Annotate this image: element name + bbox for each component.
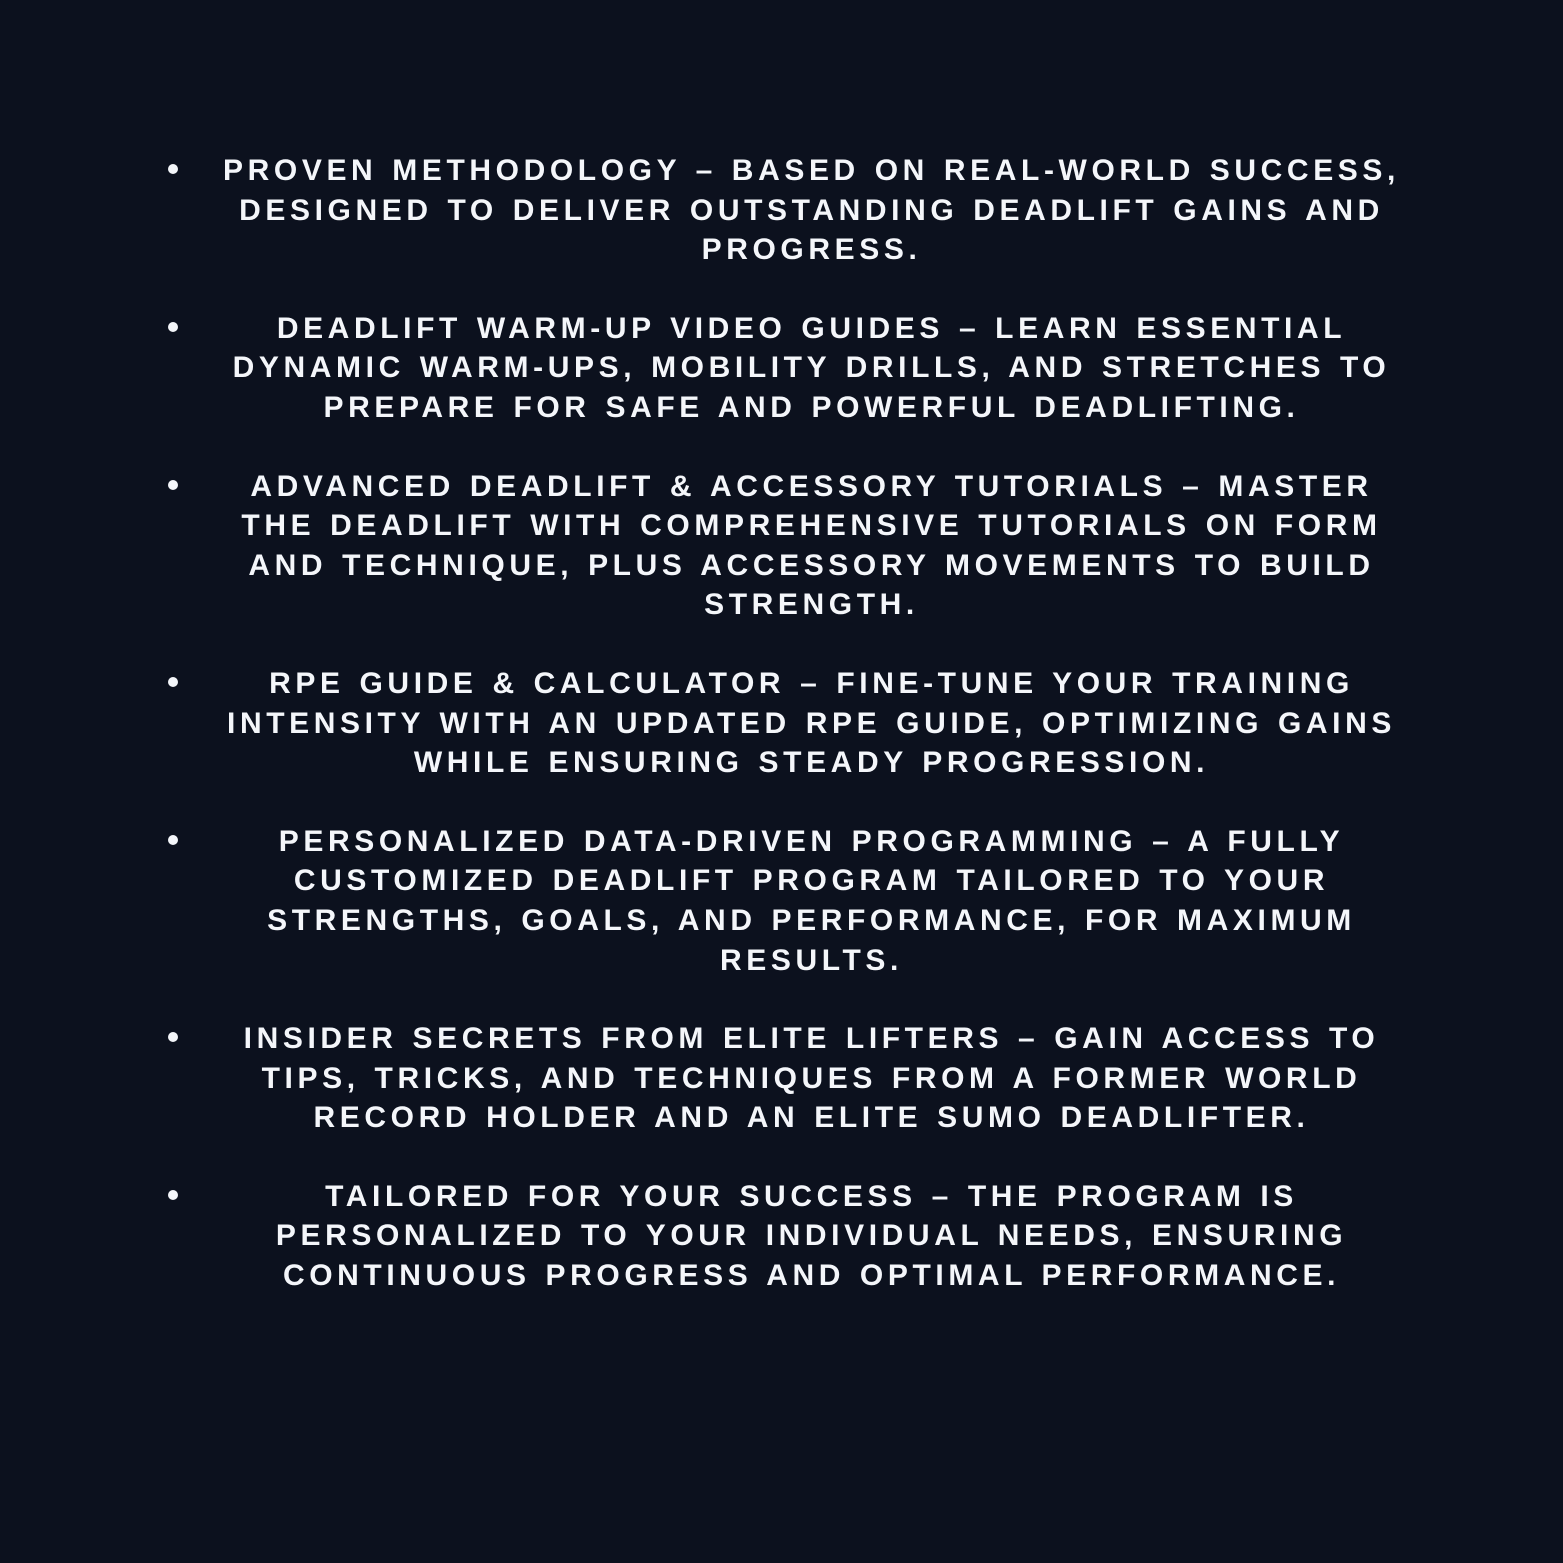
bullet-icon [168, 677, 178, 687]
bullet-icon [168, 1190, 178, 1200]
list-item [0, 309, 1563, 428]
bullet-icon [168, 164, 178, 174]
feature-list [0, 151, 1563, 1296]
feature-text: RPE GUIDE & CALCULATOR – FINE-TUNE YOUR TRAINING INTENSITY WITH AN UPDATED RPE GUIDE, OPTIMIZING GAINS WHILE ENSURING STEADY PROGRESSION. [227, 666, 1396, 780]
list-item [0, 1019, 1563, 1138]
bullet-icon [168, 322, 178, 332]
list-item [0, 822, 1563, 980]
list-item [0, 664, 1563, 783]
feature-text: TAILORED FOR YOUR SUCCESS – THE PROGRAM IS PERSONALIZED TO YOUR INDIVIDUAL NEEDS, ENSURING CONTINUOUS PROGRESS AND OPTIMAL PERFORMANCE. [275, 1179, 1348, 1293]
feature-text: ADVANCED DEADLIFT & ACCESSORY TUTORIALS – MASTER THE DEADLIFT WITH COMPREHENSIVE TUTORIALS ON FORM AND TECHNIQUE, PLUS ACCESSORY MOVEMENTS TO BUILD STRENGTH. [241, 469, 1382, 622]
feature-text: DEADLIFT WARM-UP VIDEO GUIDES – LEARN ESSENTIAL DYNAMIC WARM-UPS, MOBILITY DRILLS, AND STRETCHES TO PREPARE FOR SAFE AND POWERFUL DEADLIFTING. [232, 311, 1391, 424]
feature-text: PROVEN METHODOLOGY – BASED ON REAL-WORLD SUCCESS, DESIGNED TO DELIVER OUTSTANDING DEADLIFT GAINS AND PROGRESS. [223, 154, 1400, 267]
feature-text: INSIDER SECRETS FROM ELITE LIFTERS – GAIN ACCESS TO TIPS, TRICKS, AND TECHNIQUES FROM A FORMER WORLD RECORD HOLDER AND AN ELITE SUMO DEADLIFTER. [243, 1022, 1380, 1135]
feature-text: PERSONALIZED DATA-DRIVEN PROGRAMMING – A FULLY CUSTOMIZED DEADLIFT PROGRAM TAILORED TO YOUR STRENGTHS, GOALS, AND PERFORMANCE, FOR MAXIMUM RESULTS. [267, 824, 1356, 977]
list-item [0, 151, 1563, 270]
list-item [0, 467, 1563, 625]
list-item [0, 1177, 1563, 1296]
bullet-icon [168, 480, 178, 490]
bullet-icon [168, 835, 178, 845]
bullet-icon [168, 1032, 178, 1042]
